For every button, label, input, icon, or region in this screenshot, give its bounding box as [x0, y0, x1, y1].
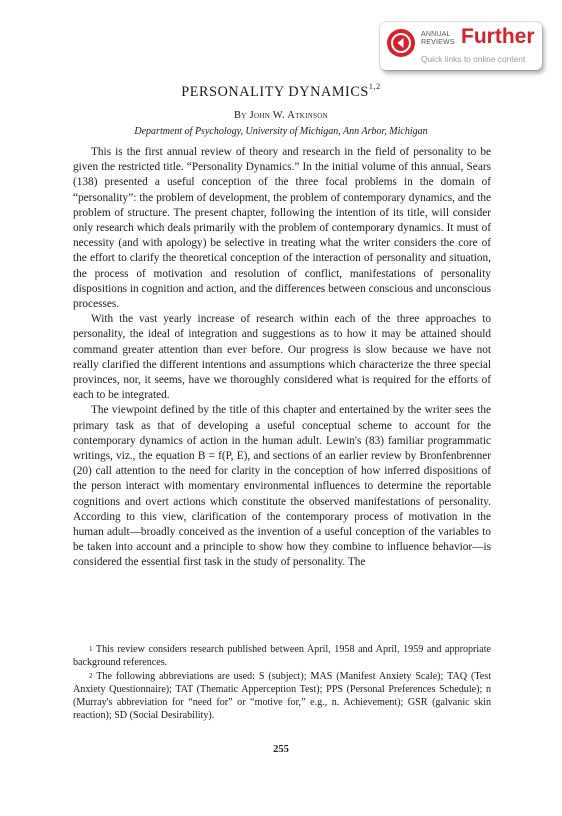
- further-label: Further: [461, 25, 535, 48]
- play-arrow-icon: [387, 29, 415, 57]
- footnote: [73, 671, 491, 723]
- paragraph: This is the first annual review of theory and research in the field of personality to be given the restricted title. “Personality Dynamics.” In the initial volume of this annual, Sears (138) presented a useful conception of the three focal problems in the domain of “personality”: the problem of development, the problem of contemporary dynamics, and the problem of structure. The present chapter, following the intention of its title, will consider only research which deals primarily with the problem of contemporary dynamics. It must of necessity (and with apology) be selective in treating what the writer considers the core of the effort to clarify the theoretical conception of the interaction of personality and situation, the process of motivation and resolution of conflict, manifestations of personality dispositions in cognition and action, and the differences between conscious and unconscious processes.: [73, 146, 491, 311]
- footnote-mark: 1: [89, 645, 93, 653]
- title-footnote-marks: 1,2: [368, 82, 381, 91]
- paragraph: With the vast yearly increase of research within each of the three approaches to personality, the ideal of integration and suggestions as to how it may be attained should command greater attention than ever before. Our progress is slow because we have not really clarified the different intentions and assumptions which characterize the three special provinces, nor, it seems, have we thoroughly considered what is required for the efforts of each to be integrated.: [73, 313, 491, 402]
- annual-reviews-logo-text: [421, 31, 455, 47]
- page-number: 255: [273, 744, 289, 755]
- by-label: By: [233, 110, 247, 121]
- footnotes: [73, 644, 491, 723]
- footnote: [73, 644, 491, 670]
- title-text: PERSONALITY DYNAMICS: [181, 84, 369, 100]
- paragraph: The viewpoint defined by the title of this chapter and entertained by the writer sees the primary task as that of developing a useful conceptual scheme to account for the contemporary dynamics of action in the human adult. Lewin's (83) familiar programmatic writings, viz., the equation B = f(P, E), and sections of an earlier review by Bronfenbrenner (20) call attention to the need for clarity in the conception of how inferred dispositions of the person interact with momentary environmental influences to determine the reportable cognitions and overt actions which constitute the observed manifestations of personality. According to this view, clarification of the contemporary process of motivation in the human adult—broadly conceived as the invention of a useful conception of the variables to be taken into account and a principle to show how they combine to influence behavior—is considered the essential first task in the study of personality. The: [73, 404, 491, 569]
- reviews-label: REVIEWS: [421, 39, 455, 46]
- footnote-text: This review considers research published between April, 1958 and April, 1959 and appropriate background references.: [73, 644, 491, 668]
- affiliation: Department of Psychology, University of Michigan, Ann Arbor, Michigan: [134, 126, 428, 137]
- footnote-mark: 2: [89, 671, 93, 680]
- author-name: John W. Atkinson: [249, 110, 329, 121]
- author-line: [0, 110, 562, 121]
- article-title: [0, 84, 562, 101]
- quick-links-label: Quick links to online content: [421, 54, 526, 64]
- annual-label: ANNUAL: [421, 31, 451, 38]
- annual-reviews-further-badge[interactable]: [380, 22, 542, 70]
- article-body: [73, 145, 491, 571]
- footnote-text: The following abbreviations are used: S (subject); MAS (Manifest Anxiety Scale); TAQ (Test Anxiety Questionnaire); TAT (Thematic Apperception Test); PPS (Personal Preferences Schedule); n (Murray's abbreviation for “need for” or “motive for,” e.g., n. Achievement); GSR (galvanic skin reaction); SD (Social Desirability).: [73, 670, 491, 721]
